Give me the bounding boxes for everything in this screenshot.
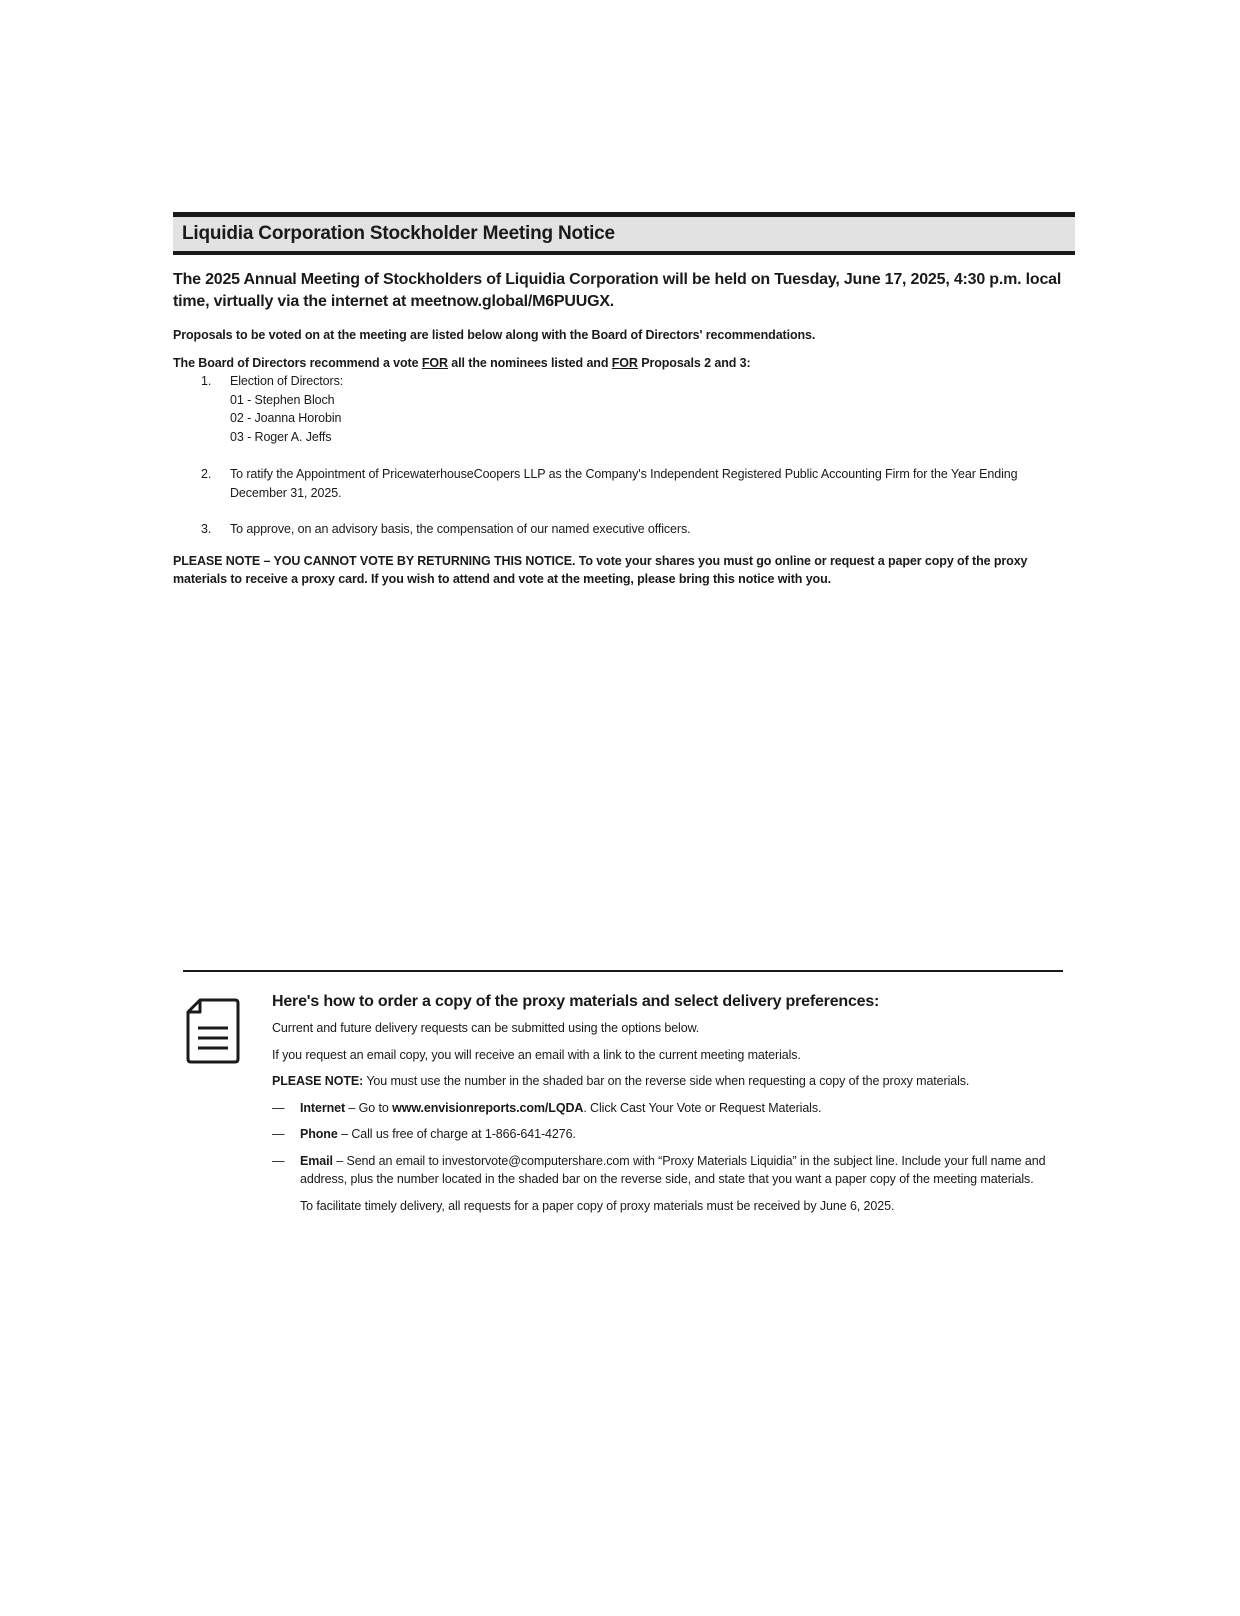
nominee: 02 - Joanna Horobin: [230, 411, 342, 426]
option-dash: —: [272, 1127, 285, 1141]
meeting-lead: The 2025 Annual Meeting of Stockholders of Liquidia Corporation will be held on Tuesday, June 17, 2025, 4:30 p.m. local time, virtually via the internet at meetnow.global/M6PUUGX.: [173, 271, 1062, 310]
option-sep: –: [337, 1127, 352, 1141]
deadline-text: To facilitate timely delivery, all requests for a paper copy of proxy materials must be received by June 6, 2025.: [300, 1198, 895, 1213]
proposal-item: [173, 520, 1075, 539]
recommend-for-2: FOR: [611, 356, 638, 370]
option-text: Call us free of charge at 1-866-641-4276.: [351, 1127, 576, 1141]
notice-title: Liquidia Corporation Stockholder Meeting Notice: [182, 223, 615, 244]
board-recommendation: [173, 354, 1075, 372]
order-heading: Here's how to order a copy of the proxy materials and select delivery preferences:: [272, 993, 880, 1010]
proposal-text: Election of Directors:: [230, 374, 344, 388]
recommend-part1: The Board of Directors recommend a vote: [173, 356, 422, 370]
option-dash: —: [272, 1100, 285, 1115]
nominee: 01 - Stephen Bloch: [230, 392, 335, 407]
option-text: Send an email to investorvote@computershare.com with “Proxy Materials Liquidia” in the subject line. Include your full name and address, plus the number located in the shaded bar on the reverse side, and state that you want a paper copy of the meeting materials.: [300, 1153, 1046, 1186]
option-email: [272, 1152, 1072, 1189]
notice-title-bar: [173, 212, 1075, 255]
please-note-voting: PLEASE NOTE – YOU CANNOT VOTE BY RETURNING THIS NOTICE. To vote your shares you must go online or request a paper copy of the proxy materials to receive a proxy card. If you wish to attend and vote at the meeting, please bring this notice with you.: [173, 553, 1028, 586]
meeting-notice: [173, 212, 1075, 588]
option-text: . Click Cast Your Vote or Request Materials.: [583, 1100, 822, 1115]
recommend-for-1: FOR: [421, 356, 448, 370]
option-sep: –: [332, 1153, 347, 1168]
proposals-intro: Proposals to be voted on at the meeting are listed below along with the Board of Directors' recommendations.: [173, 328, 816, 342]
proposal-number: 3.: [201, 522, 212, 537]
note-label: PLEASE NOTE:: [272, 1074, 364, 1088]
proposal-text: To ratify the Appointment of PricewaterhouseCoopers LLP as the Company's Independent Registered Public Accounting Firm for the Year Ending December 31, 2025.: [230, 466, 1018, 500]
option-internet: [272, 1099, 1072, 1118]
email-copy-text: If you request an email copy, you will receive an email with a link to the current meeting materials.: [272, 1047, 801, 1062]
recommend-part2: all the nominees listed and: [447, 356, 612, 370]
option-dash: —: [272, 1153, 285, 1168]
nominee: 03 - Roger A. Jeffs: [230, 430, 332, 445]
order-content: [272, 990, 1072, 1215]
recommend-part3: Proposals 2 and 3:: [637, 356, 751, 370]
proposal-item: [173, 465, 1075, 502]
option-label: Email: [300, 1153, 333, 1168]
option-phone: [272, 1125, 1072, 1144]
note-text: You must use the number in the shaded bar on the reverse side when requesting a copy of the proxy materials.: [363, 1074, 970, 1088]
delivery-options-text: Current and future delivery requests can be submitted using the options below.: [272, 1021, 700, 1035]
internet-link[interactable]: www.envisionreports.com/LQDA: [392, 1100, 584, 1115]
proposal-list: [173, 372, 1075, 539]
proposal-number: 2.: [201, 466, 212, 481]
section-divider: [183, 970, 1063, 972]
please-note-number: [272, 1072, 1072, 1091]
option-label: Internet: [300, 1100, 346, 1115]
proposal-text: To approve, on an advisory basis, the compensation of our named executive officers.: [230, 522, 691, 537]
proposal-number: 1.: [201, 374, 212, 388]
proposal-item: [173, 372, 1075, 447]
option-sep: – Go to: [345, 1100, 393, 1115]
document-icon: [186, 998, 240, 1064]
option-label: Phone: [300, 1127, 338, 1141]
